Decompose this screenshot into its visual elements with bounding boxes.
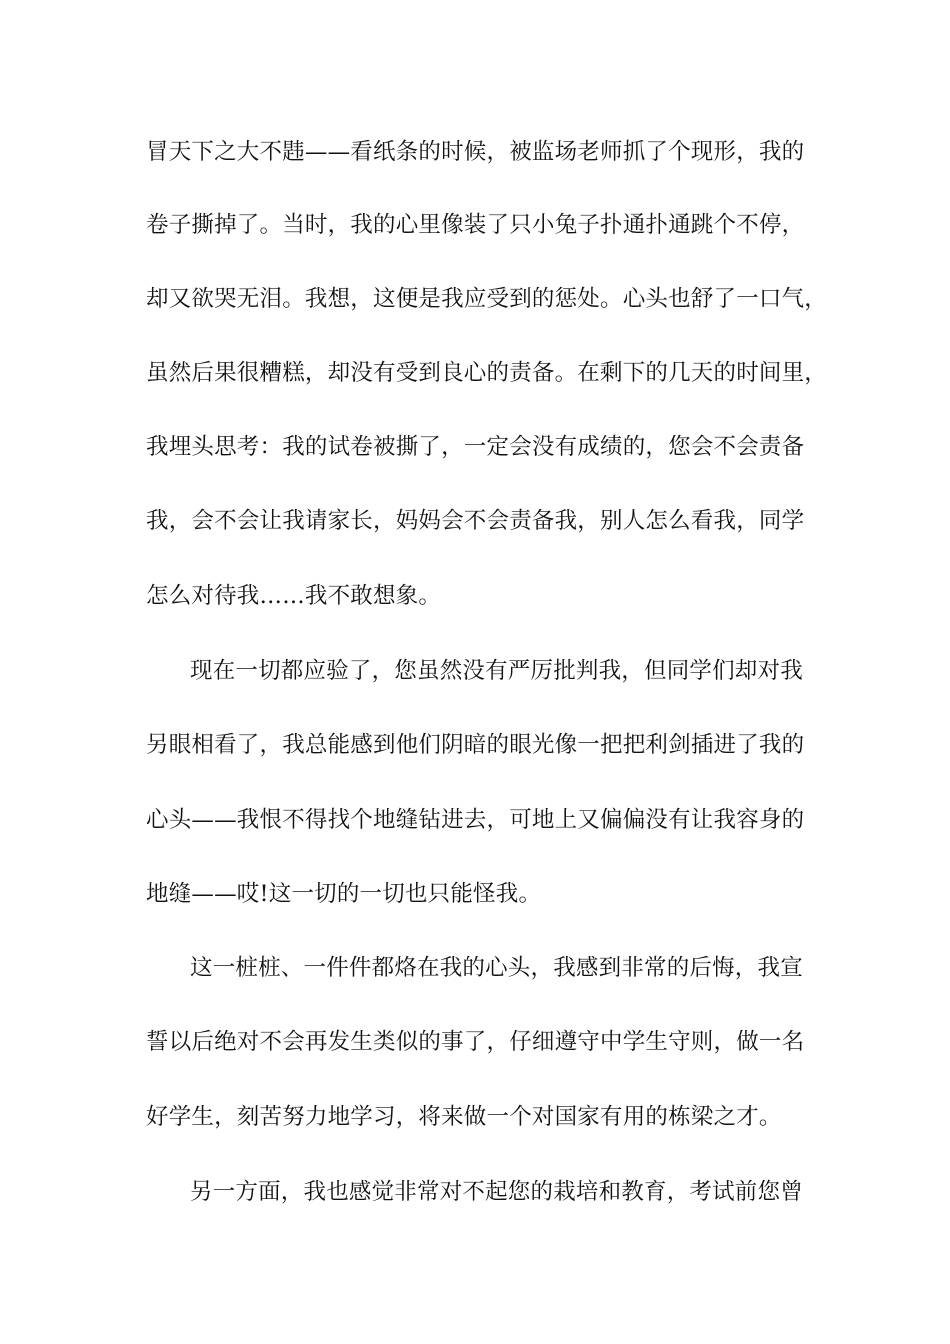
text-line: 好学生，刻苦努力地学习，将来做一个对国家有用的栋梁之才。 (146, 1104, 782, 1130)
text-line: 我，会不会让我请家长，妈妈会不会责备我，别人怎么看我，同学 (146, 508, 805, 534)
paragraph-first-line: 另一方面，我也感觉非常对不起您的栽培和教育，考试前您曾 (190, 1179, 803, 1205)
text-line: 冒天下之大不韪——看纸条的时候，被监场老师抓了个现形，我的 (146, 139, 805, 165)
text-line: 地缝——哎!这一切的一切也只能怪我。 (146, 881, 542, 907)
paragraph-first-line: 现在一切都应验了，您虽然没有严厉批判我，但同学们却对我 (190, 658, 803, 684)
text-line: 怎么对待我……我不敢想象。 (146, 583, 442, 609)
text-line: 心头——我恨不得找个地缝钻进去，可地上又偏偏没有让我容身的 (146, 807, 805, 833)
text-line: 誓以后绝对不会再发生类似的事了，仔细遵守中学生守则，做一名 (146, 1029, 805, 1055)
text-line: 却又欲哭无泪。我想，这便是我应受到的惩处。心头也舒了一口气， (146, 286, 828, 312)
text-line: 卷子撕掉了。当时，我的心里像装了只小兔子扑通扑通跳个不停， (146, 212, 805, 238)
text-line: 我埋头思考：我的试卷被撕了，一定会没有成绩的，您会不会责备 (146, 434, 805, 460)
paragraph-first-line: 这一桩桩、一件件都烙在我的心头，我感到非常的后悔，我宣 (190, 955, 803, 981)
text-line: 另眼相看了，我总能感到他们阴暗的眼光像一把把利剑插进了我的 (146, 732, 805, 758)
text-line: 虽然后果很糟糕，却没有受到良心的责备。在剩下的几天的时间里， (146, 360, 828, 386)
